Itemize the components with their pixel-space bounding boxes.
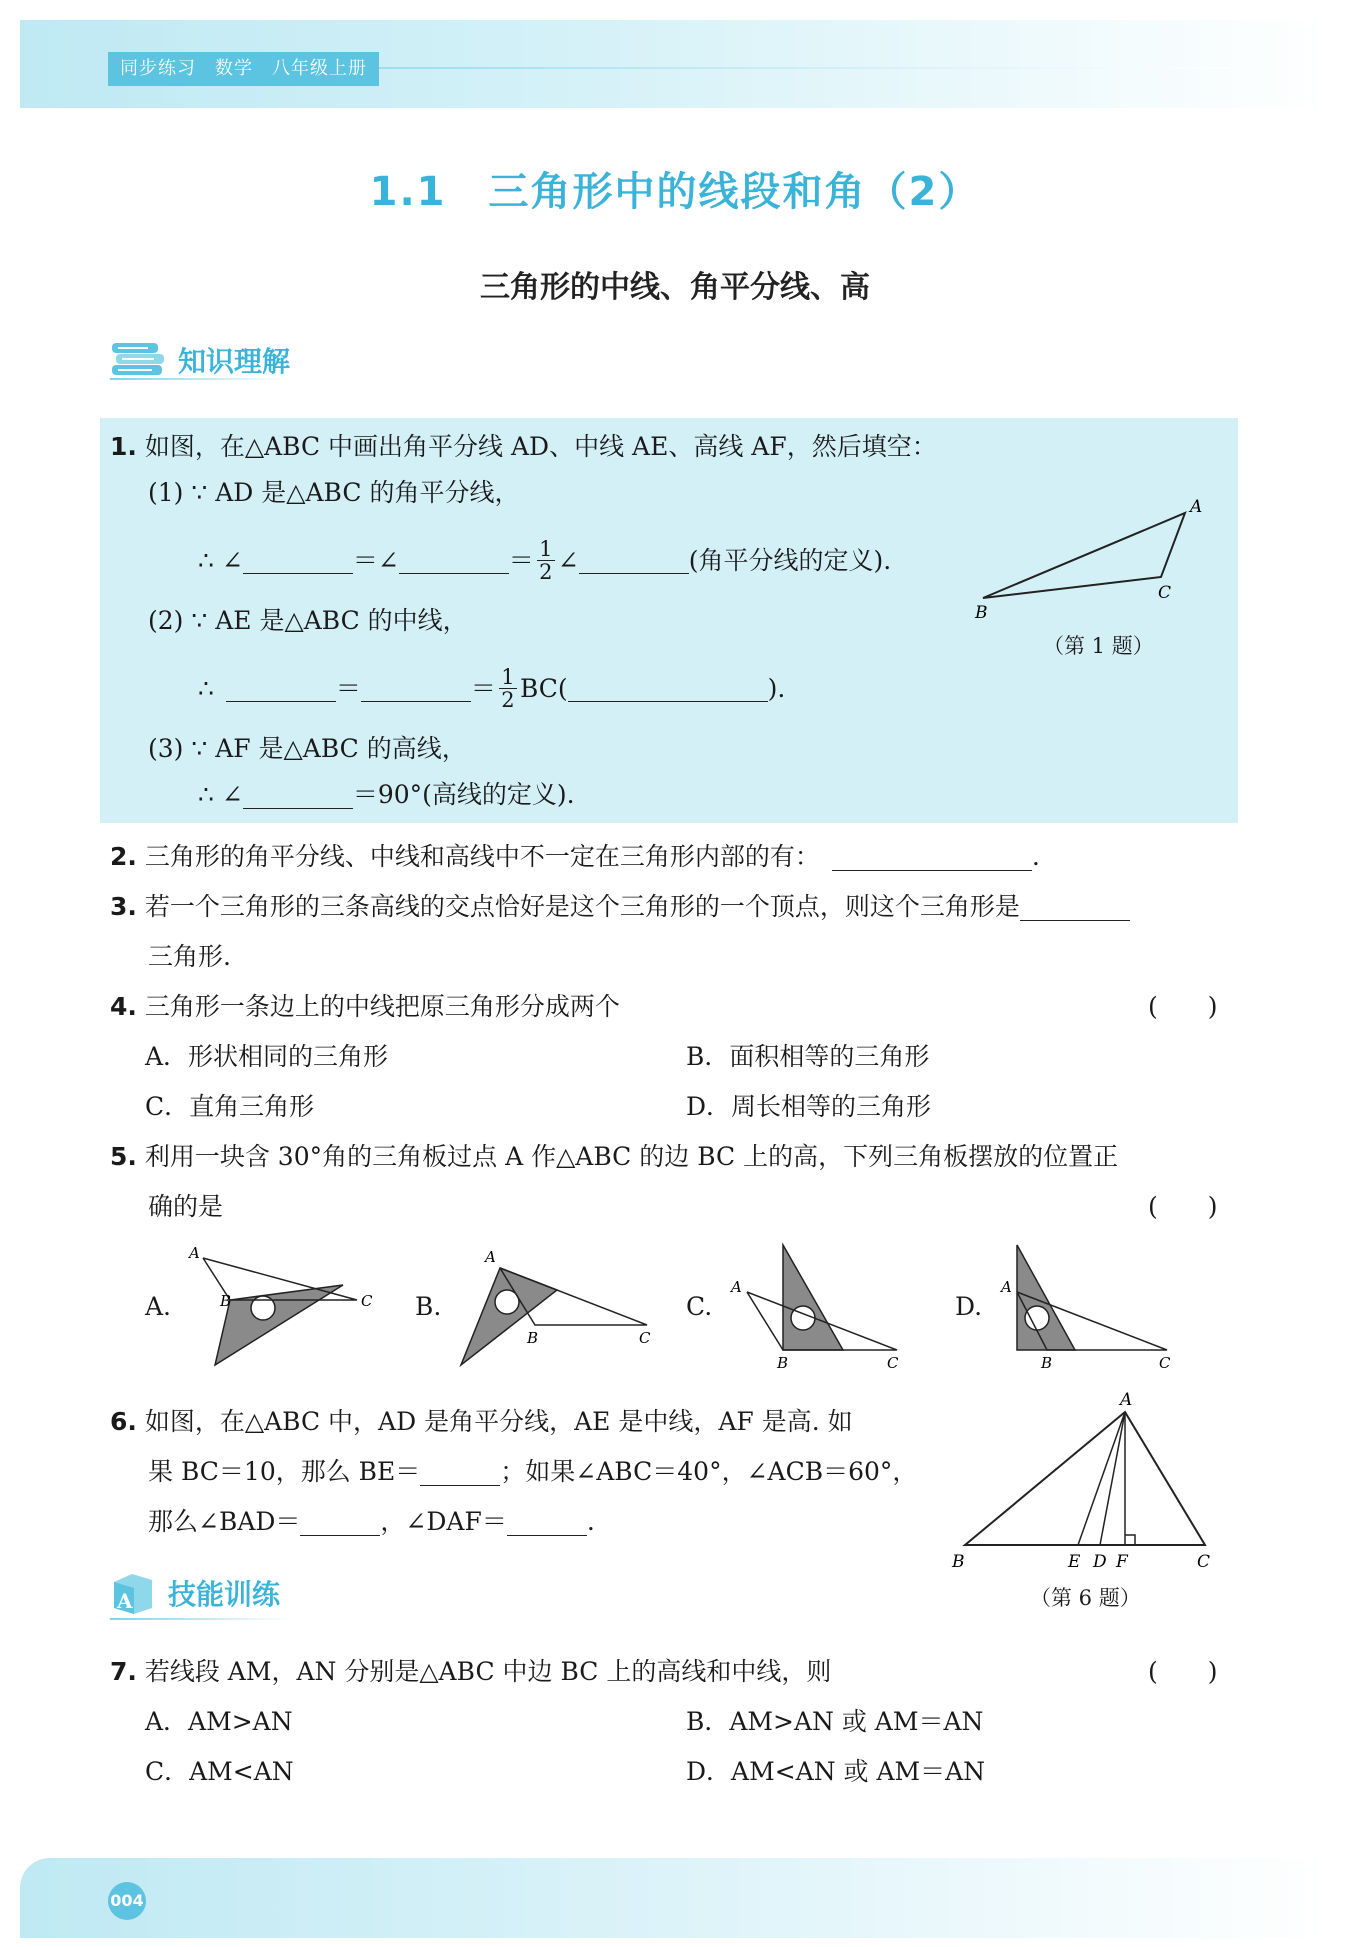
- section-underline-2: [110, 1618, 290, 1620]
- answer-paren[interactable]: ( ): [1148, 1657, 1218, 1686]
- figure-6-caption: （第 6 题）: [1030, 1586, 1141, 1610]
- option-a[interactable]: A.: [145, 1292, 172, 1321]
- svg-text:A: A: [189, 1244, 200, 1262]
- q5-figure-c: [725, 1240, 925, 1370]
- figure-1-caption: （第 1 题）: [1043, 634, 1154, 658]
- option-b[interactable]: B．面积相等的三角形: [686, 1042, 930, 1071]
- section-heading-2: [108, 1568, 280, 1618]
- question-text: 那么∠BAD＝: [148, 1507, 301, 1536]
- question-7: [110, 1655, 831, 1689]
- page-title: 1.1 三角形中的线段和角（2）: [369, 169, 981, 215]
- answer-blank[interactable]: [568, 675, 768, 702]
- therefore-symbol: ∴: [198, 673, 214, 703]
- question-text: 若一个三角形的三条高线的交点恰好是这个三角形的一个顶点，则这个三角形是: [144, 892, 1020, 921]
- angle-symbol: ∠: [557, 545, 579, 575]
- fraction-numerator: 1: [501, 665, 515, 689]
- question-6: [110, 1405, 853, 1439]
- q5-figure-d: [995, 1240, 1195, 1370]
- fraction-one-half: [537, 538, 555, 583]
- answer-blank[interactable]: [507, 1509, 587, 1536]
- question-1-part2-equation: [198, 666, 785, 711]
- answer-paren[interactable]: ( ): [1148, 1192, 1218, 1221]
- option-d[interactable]: D.: [955, 1292, 983, 1321]
- svg-text:E: E: [1068, 1552, 1081, 1572]
- answer-blank[interactable]: [399, 547, 509, 574]
- question-text: ，∠DAF＝: [380, 1507, 507, 1536]
- equals-sign: ＝: [508, 545, 534, 575]
- question-2: [110, 840, 1040, 874]
- question-number: 3.: [110, 892, 137, 921]
- q5-figure-a: [185, 1240, 385, 1370]
- question-text: 若线段 AM，AN 分别是△ABC 中边 BC 上的高线和中线，则: [144, 1657, 832, 1686]
- section-label-2: 技能训练: [168, 1578, 281, 1611]
- answer-blank[interactable]: [243, 547, 353, 574]
- footer-band: [20, 1858, 1330, 1938]
- section-label-1: 知识理解: [178, 345, 291, 378]
- question-end: .: [1031, 842, 1040, 871]
- question-5-line2: 确的是: [148, 1192, 224, 1221]
- page-subtitle: 三角形的中线、角平分线、高: [480, 270, 870, 305]
- vertex-label-c: C: [1158, 583, 1172, 603]
- fraction-denominator: 2: [501, 688, 515, 712]
- svg-text:B: B: [220, 1292, 232, 1310]
- question-text: 三角形的角平分线、中线和高线中不一定在三角形内部的有：: [144, 842, 820, 871]
- option-c[interactable]: C．直角三角形: [145, 1092, 315, 1121]
- answer-blank[interactable]: [1020, 894, 1130, 921]
- vertex-label-b: B: [975, 603, 988, 623]
- question-number: 6.: [110, 1407, 137, 1436]
- question-number: 5.: [110, 1142, 137, 1171]
- option-d[interactable]: D．周长相等的三角形: [686, 1092, 932, 1121]
- question-number: 7.: [110, 1657, 137, 1686]
- option-c[interactable]: C．AM<AN: [145, 1757, 294, 1786]
- svg-text:B: B: [777, 1354, 789, 1370]
- question-1-part2-condition: (2) ∵ AE 是△ABC 的中线，: [148, 606, 468, 635]
- fraction-denominator: 2: [539, 560, 553, 584]
- svg-text:C: C: [1159, 1354, 1171, 1370]
- answer-blank[interactable]: [420, 1459, 500, 1486]
- question-1-part3-equation: [198, 778, 575, 812]
- svg-text:C: C: [361, 1292, 373, 1310]
- svg-text:C: C: [639, 1329, 651, 1347]
- section-underline-1: [110, 378, 290, 380]
- question-text: 如图，在△ABC 中画出角平分线 AD、中线 AE、高线 AF，然后填空：: [144, 432, 937, 461]
- question-number: 1.: [110, 432, 137, 461]
- svg-text:A: A: [117, 1589, 133, 1613]
- vertex-label-a: A: [1190, 497, 1203, 517]
- svg-text:A: A: [1001, 1278, 1012, 1296]
- question-text: 如图，在△ABC 中，AD 是角平分线，AE 是中线，AF 是高. 如: [144, 1407, 853, 1436]
- question-1-part3-condition: (3) ∵ AF 是△ABC 的高线，: [148, 734, 467, 763]
- option-d[interactable]: D．AM<AN 或 AM＝AN: [686, 1757, 986, 1786]
- question-1-part1-condition: (1) ∵ AD 是△ABC 的角平分线，: [148, 478, 520, 507]
- question-text: 果 BC＝10，那么 BE＝: [148, 1457, 421, 1486]
- svg-text:D: D: [1093, 1552, 1107, 1572]
- question-6-line2: [148, 1455, 917, 1489]
- svg-text:F: F: [1116, 1552, 1128, 1572]
- svg-text:A: A: [485, 1248, 496, 1266]
- q5-figure-b: [455, 1240, 655, 1370]
- bc-text: BC(: [519, 673, 568, 703]
- fraction-numerator: 1: [539, 537, 553, 561]
- answer-blank[interactable]: [832, 844, 1032, 871]
- answer-blank[interactable]: [243, 782, 353, 809]
- therefore-angle: ∴ ∠: [198, 545, 243, 575]
- answer-blank[interactable]: [361, 675, 471, 702]
- question-6-line3: [148, 1505, 595, 1539]
- question-3-line2: 三角形.: [148, 942, 231, 971]
- page-number: 004: [108, 1882, 146, 1920]
- question-5: [110, 1140, 1118, 1174]
- question-1-part1-equation: [198, 538, 891, 583]
- option-a[interactable]: A．形状相同的三角形: [145, 1042, 389, 1071]
- question-1-stem: [110, 430, 937, 464]
- option-a[interactable]: A．AM>AN: [145, 1707, 293, 1736]
- figure-6-triangle: [940, 1385, 1220, 1575]
- question-number: 4.: [110, 992, 137, 1021]
- question-text: 三角形一条边上的中线把原三角形分成两个: [144, 992, 620, 1021]
- svg-text:C: C: [887, 1354, 899, 1370]
- answer-paren[interactable]: ( ): [1148, 992, 1218, 1021]
- svg-text:B: B: [527, 1329, 539, 1347]
- question-4: [110, 990, 620, 1024]
- question-text: 利用一块含 30°角的三角板过点 A 作△ABC 的边 BC 上的高，下列三角板摆放的位置正: [144, 1142, 1119, 1171]
- option-b[interactable]: B.: [415, 1292, 442, 1321]
- svg-text:C: C: [1197, 1552, 1211, 1572]
- fraction-one-half: [499, 666, 517, 711]
- closing-text: ).: [767, 673, 786, 703]
- header-label: 同步练习 数学 八年级上册: [108, 52, 379, 86]
- option-c[interactable]: C.: [686, 1292, 713, 1321]
- svg-text:A: A: [1120, 1390, 1133, 1410]
- svg-text:B: B: [952, 1552, 965, 1572]
- answer-blank[interactable]: [579, 547, 689, 574]
- answer-blank[interactable]: [226, 675, 336, 702]
- question-3: [110, 890, 1130, 924]
- equals-angle: ＝∠: [352, 545, 399, 575]
- option-b[interactable]: B．AM>AN 或 AM＝AN: [686, 1707, 984, 1736]
- svg-text:B: B: [1041, 1354, 1053, 1370]
- equals-sign: ＝: [335, 673, 361, 703]
- reason-text: (角平分线的定义).: [688, 545, 892, 575]
- letter-a-cube-icon: [108, 1568, 158, 1618]
- equation-text: ＝90°(高线的定义).: [352, 780, 575, 809]
- therefore-angle: ∴ ∠: [198, 780, 243, 809]
- svg-text:A: A: [731, 1278, 742, 1296]
- question-text: ；如果∠ABC＝40°，∠ACB＝60°，: [500, 1457, 918, 1486]
- question-end: .: [586, 1507, 595, 1536]
- question-number: 2.: [110, 842, 137, 871]
- equals-sign: ＝: [470, 673, 496, 703]
- answer-blank[interactable]: [300, 1509, 380, 1536]
